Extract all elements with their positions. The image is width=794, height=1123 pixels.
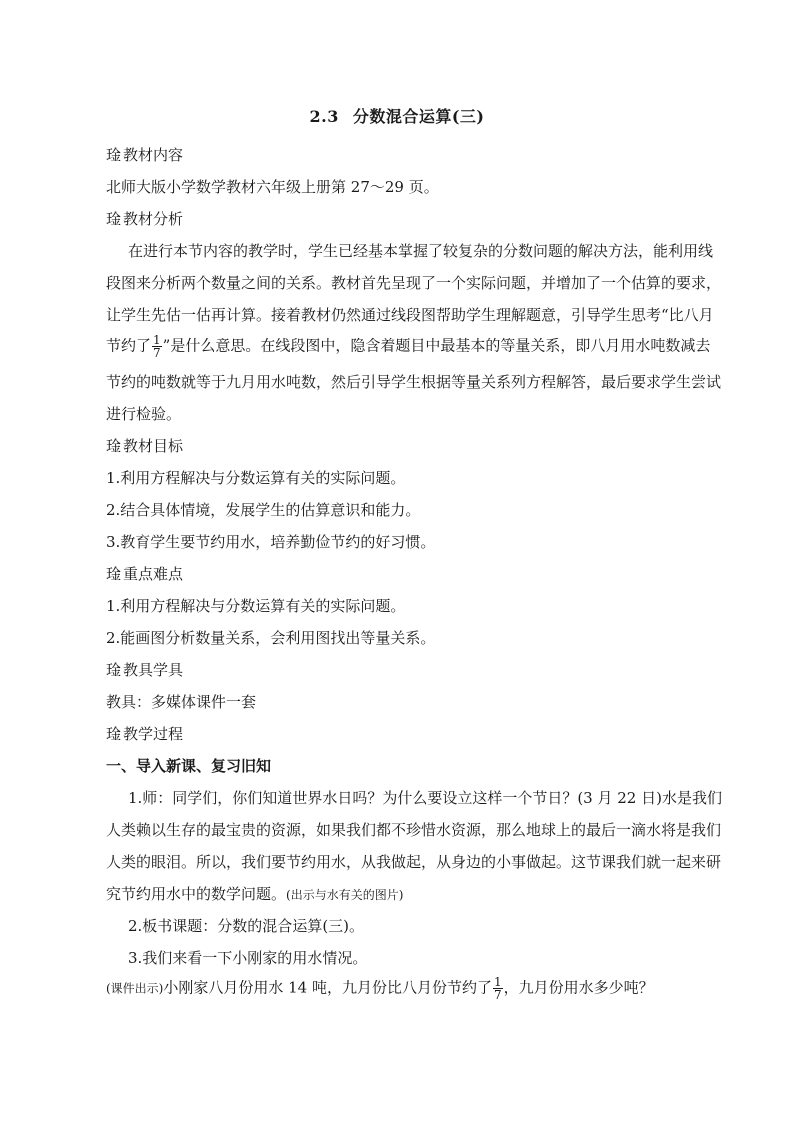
- tools-text: 教具：多媒体课件一套: [106, 693, 257, 711]
- keypoint-item: 1.利用方程解决与分数运算有关的实际问题。: [106, 597, 406, 615]
- title-text: 分数混合运算(三): [352, 107, 485, 126]
- step3-text: 3.我们来看一下小刚家的用水情况。: [128, 949, 368, 967]
- step3-note: (课件出示): [106, 981, 164, 996]
- analysis-line-5: 节约的吨数就等于九月用水吨数，然后引导学生根据等量关系列方程解答，最后要求学生尝试: [106, 373, 722, 391]
- heading-analysis: 琻 教材分析: [106, 210, 184, 228]
- step2-text: 2.板书课题：分数的混合运算(三)。: [128, 917, 365, 935]
- step1-line-3: 人类的眼泪。所以，我们要节约用水，从我做起，从身边的小事做起。这节课我们就一起来研: [106, 853, 722, 871]
- heading-goals: 琻 教材目标: [106, 437, 184, 455]
- bullet-mark: 琻: [106, 146, 122, 164]
- fraction-one-seventh: $\frac{1}{7}$: [494, 975, 502, 1002]
- analysis-line-1: 在进行本节内容的教学时，学生已经基本掌握了较复杂的分数问题的解决方法，能利用线: [128, 242, 714, 260]
- analysis-line-2: 段图来分析两个数量之间的关系。教材首先呈现了一个实际问题，并增加了一个估算的要求，: [106, 274, 722, 292]
- goal-item: 2.结合具体情境，发展学生的估算意识和能力。: [106, 501, 421, 519]
- section-number: 2.3: [309, 107, 339, 126]
- bullet-mark: 琻: [106, 661, 122, 679]
- page-title: [0, 104, 794, 127]
- heading-content: 琻 教材内容: [106, 146, 184, 164]
- part1-heading: 一、导入新课、复习旧知: [106, 757, 272, 775]
- analysis-line-6: 进行检验。: [106, 405, 182, 423]
- keypoint-item: 2.能画图分析数量关系，会利用图找出等量关系。: [106, 629, 436, 647]
- bullet-mark: 琻: [106, 210, 122, 228]
- step3-problem: (课件出示)小刚家八月份用水 14 吨，九月份比八月份节约了 $\frac{1}{7}$ ，九月份用水多少吨？: [106, 975, 654, 1002]
- heading-tools: 琻 教具学具: [106, 661, 184, 679]
- bullet-mark: 琻: [106, 565, 122, 583]
- goal-item: 3.教育学生要节约用水，培养勤俭节约的好习惯。: [106, 533, 436, 551]
- analysis-line-4: 节约了 $\frac{1}{7}$ ”是什么意思。在线段图中，隐含着题目中最基本的等量关系，即八月用水吨数减去: [106, 333, 711, 360]
- content-text: 北师大版小学数学教材六年级上册第 27～29 页。: [106, 178, 439, 196]
- step1-line-2: 人类赖以生存的最宝贵的资源，如果我们都不珍惜水资源，那么地球上的最后一滴水将是我们: [106, 821, 722, 839]
- heading-keypoints: 琻 重点难点: [106, 565, 184, 583]
- fraction-one-seventh: $\frac{1}{7}$: [153, 333, 161, 360]
- heading-process: 琻 教学过程: [106, 725, 184, 743]
- goal-item: 1.利用方程解决与分数运算有关的实际问题。: [106, 469, 406, 487]
- step1-note: (出示与水有关的图片): [286, 888, 404, 902]
- bullet-mark: 琻: [106, 725, 122, 743]
- bullet-mark: 琻: [106, 437, 122, 455]
- step1-line-1: 1.师：同学们，你们知道世界水日吗？为什么要设立这样一个节日？(3 月 22 日)水是我们: [128, 789, 722, 807]
- step1-line-4: 究节约用水中的数学问题。(出示与水有关的图片): [106, 885, 404, 903]
- analysis-line-3: 让学生先估一估再计算。接着教材仍然通过线段图帮助学生理解题意，引导学生思考“比八月: [106, 306, 714, 324]
